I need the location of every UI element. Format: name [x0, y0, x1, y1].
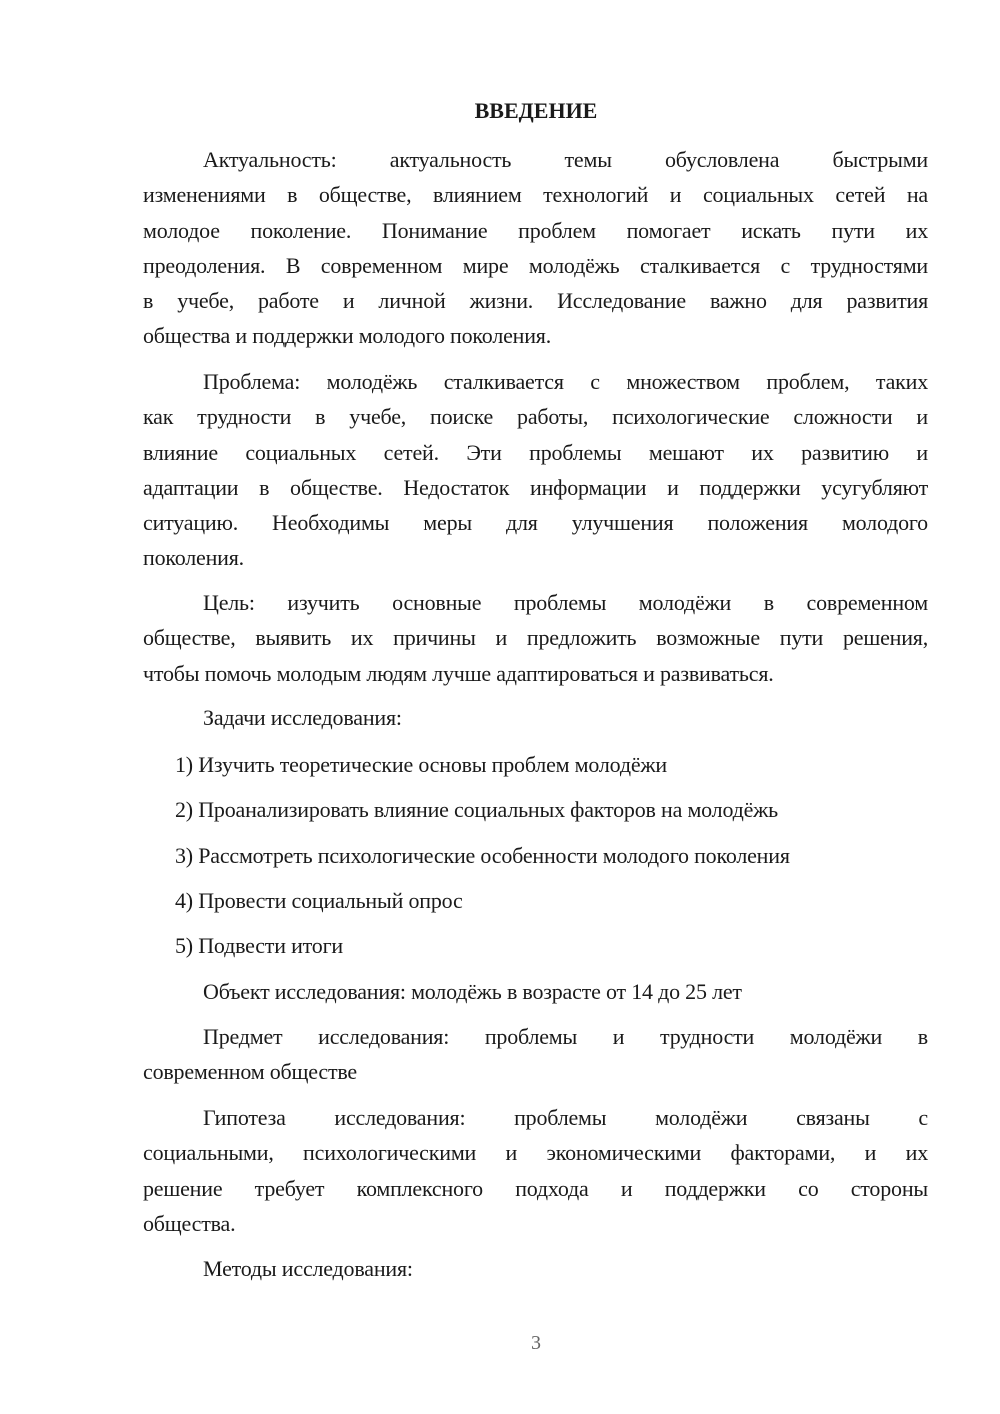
paragraph: [143, 1100, 928, 1241]
paragraph-line: изменениями в обществе, влиянием технологий и социальных сетей на: [143, 182, 928, 208]
paragraph-line: молодое поколение. Понимание проблем помогает искать пути их: [143, 217, 928, 243]
paragraph-line: как трудности в учебе, поиске работы, психологические сложности и: [143, 404, 928, 430]
task-list-item: 3) Рассмотреть психологические особенности молодого поколения: [175, 843, 790, 868]
task-list-item: 1) Изучить теоретические основы проблем молодёжи: [175, 752, 667, 777]
paragraph: [143, 974, 928, 1009]
paragraph-line: Гипотеза исследования: проблемы молодёжи связаны с: [203, 1105, 928, 1130]
paragraph-line: Цель: изучить основные проблемы молодёжи в современном: [203, 590, 928, 615]
paragraph-line: общества.: [143, 1210, 236, 1236]
paragraph: [143, 1251, 928, 1286]
paragraph-line: Актуальность: актуальность темы обусловлена быстрыми: [203, 147, 928, 172]
paragraph-line: адаптации в обществе. Недостаток информации и поддержки усугубляют: [143, 474, 928, 500]
paragraph-line: влияние социальных сетей. Эти проблемы мешают их развитию и: [143, 439, 928, 465]
paragraph: [143, 700, 928, 735]
page-number: 3: [531, 1332, 541, 1354]
paragraph-line: преодоления. В современном мире молодёжь сталкивается с трудностями: [143, 252, 928, 278]
paragraph-line: ситуацию. Необходимы меры для улучшения положения молодого: [143, 510, 928, 536]
paragraph: [143, 1019, 928, 1090]
task-list-item: 2) Проанализировать влияние социальных факторов на молодёжь: [175, 797, 779, 822]
paragraph: [143, 585, 928, 691]
paragraph-line: общества и поддержки молодого поколения.: [143, 323, 552, 349]
paragraph-line: Объект исследования: молодёжь в возрасте от 14 до 25 лет: [203, 979, 742, 1004]
page-title: ВВЕДЕНИЕ: [474, 98, 598, 123]
task-list-item: 4) Провести социальный опрос: [175, 888, 463, 913]
paragraph: [143, 142, 928, 354]
paragraph-line: Методы исследования:: [203, 1256, 413, 1281]
paragraph-line: в учебе, работе и личной жизни. Исследование важно для развития: [143, 288, 928, 314]
paragraph-line: обществе, выявить их причины и предложить возможные пути решения,: [143, 625, 928, 651]
task-list-item: 5) Подвести итоги: [175, 933, 343, 958]
paragraph-line: решение требует комплексного подхода и поддержки со стороны: [143, 1175, 928, 1201]
paragraph-line: Предмет исследования: проблемы и трудности молодёжи в: [203, 1024, 928, 1049]
paragraph: [143, 364, 928, 576]
paragraph-line: Проблема: молодёжь сталкивается с множеством проблем, таких: [203, 369, 928, 394]
paragraph-line: современном обществе: [143, 1059, 358, 1085]
paragraph-line: социальными, психологическими и экономическими факторами, и их: [143, 1140, 928, 1166]
paragraph-line: Задачи исследования:: [203, 705, 402, 730]
paragraph-line: поколения.: [143, 545, 244, 571]
paragraph-line: чтобы помочь молодым людям лучше адаптироваться и развиваться.: [143, 660, 774, 686]
